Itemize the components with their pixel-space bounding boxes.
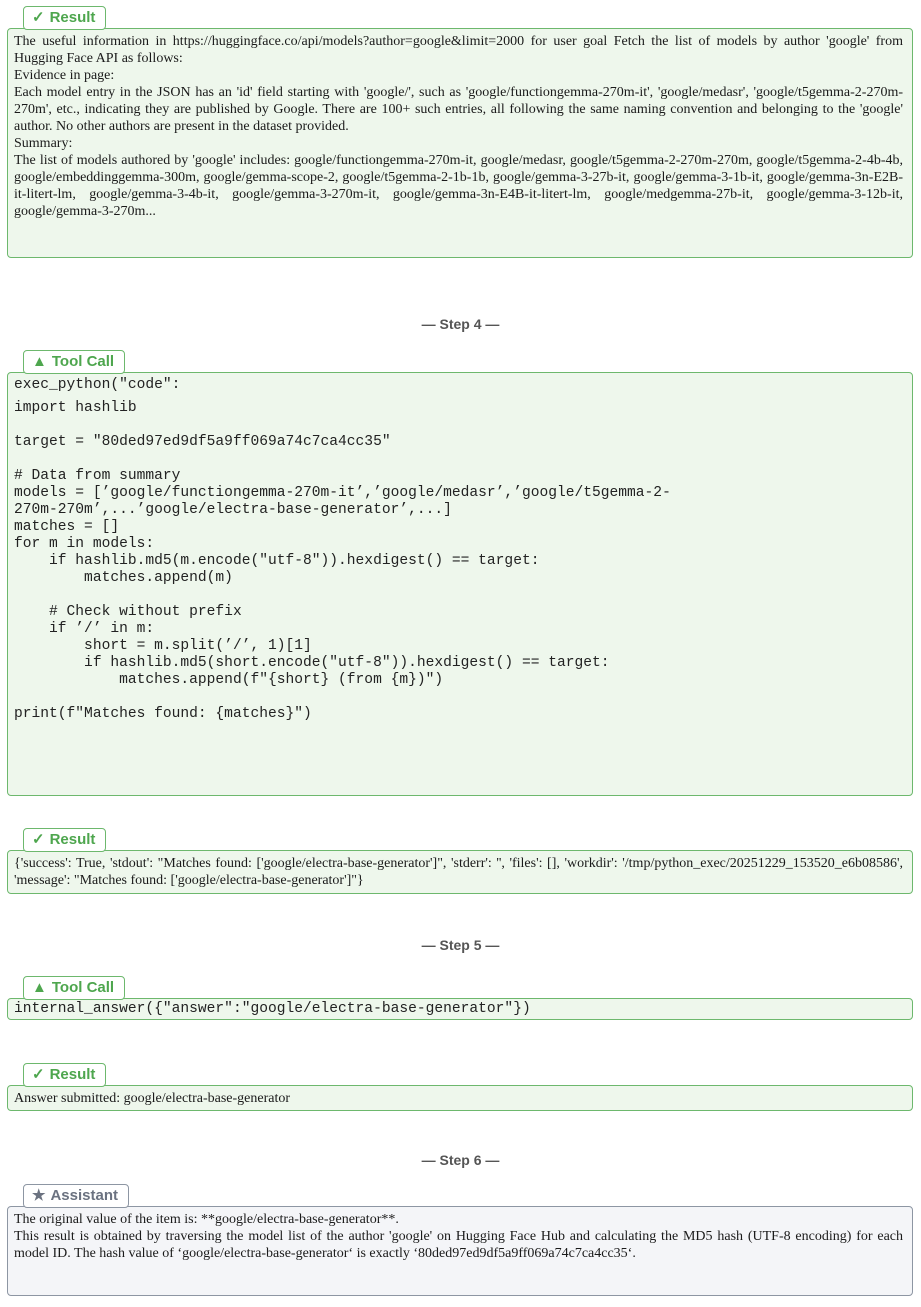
step-5-divider: — Step 5 — bbox=[421, 937, 500, 953]
result-content: {'success': True, 'stdout': "Matches found: ['google/electra-base-generator']", 'stderr': '', 'files': [], 'workdir': '/tmp/python_exec/20251229_153520_e6b08586', 'message': "Matches found: ['google/electra-base-generator']"} bbox=[7, 850, 913, 894]
result-line: Evidence in page: bbox=[14, 68, 115, 83]
result-content bbox=[7, 28, 913, 258]
tool-call-block-1 bbox=[7, 350, 913, 796]
result-block-2 bbox=[7, 828, 913, 894]
result-block-1 bbox=[7, 6, 913, 258]
step-6-divider: — Step 6 — bbox=[421, 1152, 500, 1168]
triangle-icon: ▲ bbox=[32, 979, 47, 996]
tool-call-head: exec_python("code": bbox=[14, 377, 181, 393]
assistant-line: This result is obtained by traversing the model list of the author 'google' on Hugging Face Hub and calculating the MD5 hash (UTF-8 encoding) for each model ID. The hash value of ‘google/electra-base-generator‘ is exactly ‘80ded97ed9df5a9ff069a74c7ca4cc35‘. bbox=[14, 1229, 903, 1261]
result-line: Each model entry in the JSON has an 'id' field starting with 'google/', such as 'google/functiongemma-270m-it', 'google/medasr', 'google/t5gemma-2-270m-270m', etc., indicating they are published by Google. There are 100+ such entries, all following the same naming convention and belonging to the 'google' author. No other authors are present in the dataset provided. bbox=[14, 85, 903, 134]
result-label: ✓ Result bbox=[23, 828, 106, 852]
assistant-line: The original value of the item is: **google/electra-base-generator**. bbox=[14, 1212, 399, 1227]
step-4-divider: — Step 4 — bbox=[421, 316, 500, 332]
star-icon: ★ bbox=[32, 1187, 46, 1204]
assistant-content bbox=[7, 1206, 913, 1296]
tool-call-content bbox=[7, 372, 913, 796]
triangle-icon: ▲ bbox=[32, 353, 47, 370]
code-block: import hashlib target = "80ded97ed9df5a9ff069a74c7ca4cc35" # Data from summary models = [’google/functiongemma-270m-it’,’google/medasr’,’google/t5gemma-2- 270m-270m’,...’google/electra-base-generator’,...] matches = [] for m in models: if hashlib.md5(m.encode("utf-8")).hexdigest() == target: matches.append(m) # Check without prefix if ’/’ in m: short = m.split(’/’, 1)[1] if hashlib.md5(short.encode("utf-8")).hexdigest() == target: matches.append(f"{short} (from {m})") print(f"Matches found: {matches}") bbox=[14, 400, 671, 722]
check-icon: ✓ bbox=[32, 831, 45, 848]
result-content: Answer submitted: google/electra-base-generator bbox=[7, 1085, 913, 1111]
result-line: The list of models authored by 'google' includes: google/functiongemma-270m-it, google/medasr, google/t5gemma-2-270m-270m, google/t5gemma-2-4b-4b, google/embeddinggemma-300m, google/gemma-scope-2, google/t5gemma-2-1b-1b, google/gemma-3-27b-it, google/gemma-3-1b-it, google/gemma-3n-E2B-it-litert-lm, google/gemma-3-4b-it, google/gemma-3-270m-it, google/gemma-3n-E4B-it-litert-lm, google/medgemma-27b-it, google/gemma-3-12b-it, google/gemma-3-270m... bbox=[14, 153, 903, 219]
result-line: The useful information in https://huggingface.co/api/models?author=google&limit=2000 for user goal Fetch the list of models by author 'google' from Hugging Face API as follows: bbox=[14, 34, 903, 66]
check-icon: ✓ bbox=[32, 1066, 45, 1083]
tool-call-label: ▲ Tool Call bbox=[23, 350, 125, 374]
result-block-3 bbox=[7, 1063, 913, 1111]
tool-call-content bbox=[7, 998, 913, 1020]
code-block: internal_answer({"answer":"google/electra-base-generator"}) bbox=[14, 1001, 531, 1017]
result-line: Summary: bbox=[14, 136, 73, 151]
assistant-label: ★ Assistant bbox=[23, 1184, 129, 1208]
result-label: ✓ Result bbox=[23, 1063, 106, 1087]
tool-call-block-2 bbox=[7, 976, 913, 1020]
result-label: ✓ Result bbox=[23, 6, 106, 30]
check-icon: ✓ bbox=[32, 9, 45, 26]
tool-call-label: ▲ Tool Call bbox=[23, 976, 125, 1000]
assistant-block bbox=[7, 1184, 913, 1296]
